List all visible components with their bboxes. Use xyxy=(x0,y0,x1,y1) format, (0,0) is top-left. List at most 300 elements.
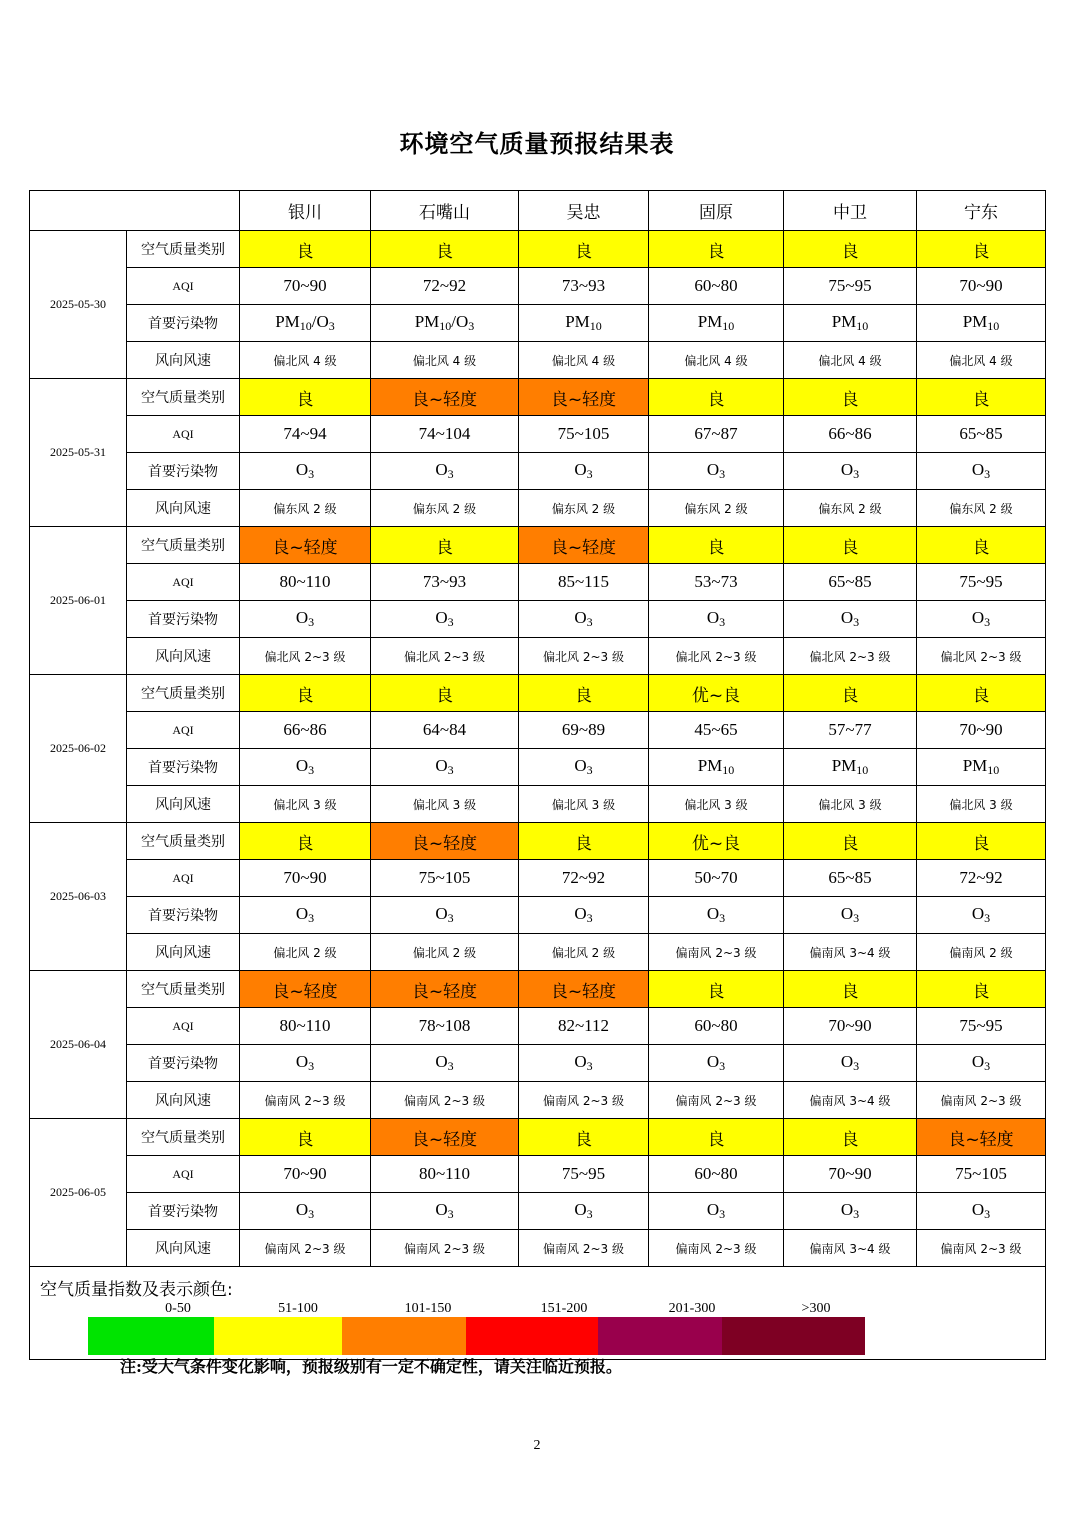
category-cell: 良 xyxy=(649,971,784,1008)
category-cell: 良 xyxy=(519,231,649,268)
pollutant-text: O xyxy=(295,460,309,479)
category-row xyxy=(30,527,1046,564)
date-cell: 2025-06-02 xyxy=(30,675,127,823)
pollutant-text: O xyxy=(971,1052,985,1071)
category-cell: 良~轻度 xyxy=(371,379,519,416)
wind-cell: 偏北风 3 级 xyxy=(371,786,519,823)
aqi-cell: 70~90 xyxy=(240,1156,371,1193)
legend-range-label: 151-200 xyxy=(540,1301,588,1316)
pollutant-text: O xyxy=(574,756,587,775)
pollutant-text: O xyxy=(840,904,854,923)
category-cell: 良 xyxy=(784,231,917,268)
aqi-cell: 57~77 xyxy=(784,712,917,749)
pollutant-subscript: 3 xyxy=(984,1207,991,1221)
pollutant-subscript: 10 xyxy=(856,319,869,333)
pollutant-text: O xyxy=(971,608,985,627)
legend-swatch xyxy=(88,1317,214,1355)
aqi-cell: 80~110 xyxy=(240,1008,371,1045)
city-header: 宁东 xyxy=(917,191,1046,231)
pollutant-subscript: 3 xyxy=(719,467,726,481)
pollutant-cell xyxy=(649,305,784,342)
category-cell: 良 xyxy=(917,675,1046,712)
pollutant-subscript: 10 xyxy=(856,763,869,777)
category-cell: 良~轻度 xyxy=(917,1119,1046,1156)
pollutant-subscript: 3 xyxy=(308,763,315,777)
wind-cell: 偏北风 2 级 xyxy=(519,934,649,971)
pollutant-text: O xyxy=(840,1200,854,1219)
aqi-cell: 60~80 xyxy=(649,1156,784,1193)
row-label-aqi: AQI xyxy=(127,1008,240,1045)
wind-cell: 偏北风 4 级 xyxy=(917,342,1046,379)
pollutant-text: PM xyxy=(697,312,723,331)
aqi-cell: 70~90 xyxy=(917,712,1046,749)
row-label-pollutant: 首要污染物 xyxy=(127,1193,240,1230)
pollutant-text: PM xyxy=(275,312,300,331)
aqi-cell: 74~104 xyxy=(371,416,519,453)
pollutant-text: O xyxy=(840,460,854,479)
pollutant-row xyxy=(30,897,1046,934)
row-label-wind: 风向风速 xyxy=(127,934,240,971)
row-label-aqi: AQI xyxy=(127,1156,240,1193)
category-cell: 良~轻度 xyxy=(371,1119,519,1156)
pollutant-subscript: 3 xyxy=(984,615,991,629)
pollutant-cell xyxy=(917,453,1046,490)
pollutant-text: O xyxy=(706,1052,720,1071)
pollutant-text: O xyxy=(574,1052,587,1071)
pollutant-subscript: 3 xyxy=(586,467,593,481)
aqi-cell: 82~112 xyxy=(519,1008,649,1045)
category-cell: 良~轻度 xyxy=(371,971,519,1008)
pollutant-cell xyxy=(649,1045,784,1082)
pollutant-cell xyxy=(917,305,1046,342)
pollutant-cell xyxy=(784,305,917,342)
aqi-row xyxy=(30,1156,1046,1193)
aqi-cell: 60~80 xyxy=(649,268,784,305)
wind-row xyxy=(30,934,1046,971)
category-cell: 优~良 xyxy=(649,675,784,712)
category-cell: 良 xyxy=(784,823,917,860)
wind-cell: 偏南风 2~3 级 xyxy=(649,934,784,971)
legend-swatches xyxy=(88,1317,865,1355)
category-cell: 良 xyxy=(649,231,784,268)
wind-cell: 偏南风 2~3 级 xyxy=(240,1230,371,1267)
wind-cell: 偏东风 2 级 xyxy=(371,490,519,527)
pollutant-text: O xyxy=(840,1052,854,1071)
pollutant-cell xyxy=(371,305,519,342)
legend-swatch xyxy=(722,1317,865,1355)
city-header: 石嘴山 xyxy=(371,191,519,231)
pollutant-subscript: 3 xyxy=(984,1059,991,1073)
aqi-cell: 70~90 xyxy=(917,268,1046,305)
pollutant-subscript: 3 xyxy=(468,319,475,333)
pollutant-subscript: 10 xyxy=(987,763,1000,777)
row-label-wind: 风向风速 xyxy=(127,342,240,379)
pollutant-subscript: 3 xyxy=(586,1207,593,1221)
pollutant-text: O xyxy=(574,460,587,479)
category-cell: 良 xyxy=(917,823,1046,860)
category-row xyxy=(30,1119,1046,1156)
aqi-cell: 73~93 xyxy=(371,564,519,601)
pollutant-cell xyxy=(371,749,519,786)
pollutant-cell xyxy=(784,601,917,638)
category-cell: 良~轻度 xyxy=(240,527,371,564)
pollutant-text: O xyxy=(435,460,448,479)
wind-cell: 偏北风 2~3 级 xyxy=(519,638,649,675)
category-cell: 优~良 xyxy=(649,823,784,860)
pollutant-cell xyxy=(784,897,917,934)
wind-cell: 偏东风 2 级 xyxy=(240,490,371,527)
category-cell: 良 xyxy=(649,527,784,564)
row-label-wind: 风向风速 xyxy=(127,786,240,823)
aqi-cell: 73~93 xyxy=(519,268,649,305)
pollutant-subscript: 3 xyxy=(586,911,593,925)
pollutant-text: O xyxy=(706,608,720,627)
wind-cell: 偏北风 4 级 xyxy=(519,342,649,379)
date-cell: 2025-05-30 xyxy=(30,231,127,379)
category-cell: 良 xyxy=(784,527,917,564)
row-label-aqi: AQI xyxy=(127,860,240,897)
wind-row xyxy=(30,786,1046,823)
pollutant-cell xyxy=(784,1045,917,1082)
pollutant-cell xyxy=(519,305,649,342)
pollutant-subscript: 10 xyxy=(987,319,1000,333)
category-row xyxy=(30,823,1046,860)
category-cell: 良 xyxy=(240,379,371,416)
aqi-cell: 80~110 xyxy=(371,1156,519,1193)
pollutant-cell xyxy=(371,897,519,934)
aqi-row xyxy=(30,860,1046,897)
category-row xyxy=(30,971,1046,1008)
pollutant-text: O xyxy=(840,608,854,627)
legend-swatch xyxy=(342,1317,466,1355)
row-label-pollutant: 首要污染物 xyxy=(127,897,240,934)
category-cell: 良 xyxy=(649,1119,784,1156)
pollutant-subscript: 3 xyxy=(447,615,454,629)
aqi-cell: 66~86 xyxy=(784,416,917,453)
pollutant-subscript: 10 xyxy=(722,319,735,333)
aqi-cell: 65~85 xyxy=(784,564,917,601)
pollutant-text: O xyxy=(435,1200,448,1219)
wind-row xyxy=(30,1230,1046,1267)
pollutant-subscript: 3 xyxy=(447,1207,454,1221)
city-header: 吴忠 xyxy=(519,191,649,231)
pollutant-subscript: 3 xyxy=(719,911,726,925)
row-label-aqi: AQI xyxy=(127,564,240,601)
wind-cell: 偏北风 3 级 xyxy=(519,786,649,823)
wind-cell: 偏北风 3 级 xyxy=(784,786,917,823)
row-label-wind: 风向风速 xyxy=(127,490,240,527)
legend-range-label: >300 xyxy=(801,1301,831,1316)
pollutant-subscript: 3 xyxy=(984,467,991,481)
legend-row xyxy=(30,1267,1046,1360)
pollutant-cell xyxy=(917,1045,1046,1082)
wind-cell: 偏南风 2 级 xyxy=(917,934,1046,971)
pollutant-cell xyxy=(649,897,784,934)
pollutant-cell xyxy=(371,453,519,490)
pollutant-cell xyxy=(784,453,917,490)
legend-range-label: 51-100 xyxy=(278,1301,318,1316)
aqi-cell: 75~95 xyxy=(917,1008,1046,1045)
pollutant-cell xyxy=(240,305,371,342)
aqi-cell: 75~95 xyxy=(519,1156,649,1193)
pollutant-text: O xyxy=(706,904,720,923)
pollutant-subscript: 3 xyxy=(853,1059,860,1073)
forecast-note: 注:受大气条件变化影响，预报级别有一定不确定性，请关注临近预报。 xyxy=(120,1357,622,1376)
wind-cell: 偏北风 3 级 xyxy=(917,786,1046,823)
aqi-cell: 70~90 xyxy=(240,268,371,305)
row-label-category: 空气质量类别 xyxy=(127,231,240,268)
pollutant-text: O xyxy=(435,1052,448,1071)
pollutant-text: O xyxy=(971,904,985,923)
pollutant-text: O xyxy=(435,608,448,627)
pollutant-text: O xyxy=(295,608,309,627)
wind-cell: 偏东风 2 级 xyxy=(519,490,649,527)
row-label-category: 空气质量类别 xyxy=(127,675,240,712)
pollutant-text: O xyxy=(706,1200,720,1219)
row-label-category: 空气质量类别 xyxy=(127,971,240,1008)
pollutant-text: O xyxy=(295,904,309,923)
pollutant-cell xyxy=(371,1193,519,1230)
pollutant-subscript: 10 xyxy=(439,319,452,333)
wind-row xyxy=(30,342,1046,379)
pollutant-cell xyxy=(240,897,371,934)
pollutant-subscript: 3 xyxy=(719,615,726,629)
date-cell: 2025-06-01 xyxy=(30,527,127,675)
aqi-cell: 65~85 xyxy=(917,416,1046,453)
wind-cell: 偏北风 2~3 级 xyxy=(649,638,784,675)
category-cell: 良 xyxy=(240,675,371,712)
aqi-cell: 53~73 xyxy=(649,564,784,601)
pollutant-subscript: 3 xyxy=(853,1207,860,1221)
pollutant-subscript: 3 xyxy=(586,615,593,629)
pollutant-subscript: 3 xyxy=(308,467,315,481)
aqi-cell: 45~65 xyxy=(649,712,784,749)
pollutant-row xyxy=(30,601,1046,638)
aqi-cell: 72~92 xyxy=(519,860,649,897)
aqi-cell: 72~92 xyxy=(917,860,1046,897)
pollutant-cell xyxy=(240,601,371,638)
wind-cell: 偏南风 2~3 级 xyxy=(240,1082,371,1119)
pollutant-subscript: 10 xyxy=(722,763,735,777)
date-cell: 2025-06-05 xyxy=(30,1119,127,1267)
pollutant-subscript: 3 xyxy=(447,1059,454,1073)
pollutant-subscript: 10 xyxy=(299,319,312,333)
date-cell: 2025-05-31 xyxy=(30,379,127,527)
wind-cell: 偏北风 4 级 xyxy=(371,342,519,379)
pollutant-text: PM xyxy=(831,312,857,331)
pollutant-text: O xyxy=(295,756,309,775)
wind-cell: 偏南风 3~4 级 xyxy=(784,1230,917,1267)
pollutant-text: O xyxy=(574,904,587,923)
forecast-table xyxy=(29,190,1046,1360)
wind-cell: 偏北风 2~3 级 xyxy=(784,638,917,675)
pollutant-subscript: 3 xyxy=(586,1059,593,1073)
category-cell: 良 xyxy=(917,527,1046,564)
wind-cell: 偏南风 2~3 级 xyxy=(371,1230,519,1267)
category-cell: 良 xyxy=(371,675,519,712)
wind-cell: 偏北风 2~3 级 xyxy=(917,638,1046,675)
pollutant-cell xyxy=(917,1193,1046,1230)
pollutant-subscript: 3 xyxy=(447,763,454,777)
pollutant-text: PM xyxy=(962,312,988,331)
row-label-category: 空气质量类别 xyxy=(127,527,240,564)
aqi-cell: 64~84 xyxy=(371,712,519,749)
pollutant-text: O xyxy=(295,1052,309,1071)
pollutant-subscript: 3 xyxy=(328,319,335,333)
pollutant-text: PM xyxy=(962,756,988,775)
category-cell: 良 xyxy=(649,379,784,416)
wind-cell: 偏南风 2~3 级 xyxy=(519,1082,649,1119)
aqi-row xyxy=(30,564,1046,601)
wind-cell: 偏南风 3~4 级 xyxy=(784,1082,917,1119)
pollutant-cell xyxy=(519,1193,649,1230)
category-cell: 良 xyxy=(240,823,371,860)
pollutant-cell xyxy=(649,1193,784,1230)
pollutant-cell xyxy=(519,601,649,638)
pollutant-text: /O xyxy=(311,312,329,331)
legend-range-label: 101-150 xyxy=(404,1301,452,1316)
pollutant-cell xyxy=(649,453,784,490)
wind-cell: 偏南风 2~3 级 xyxy=(519,1230,649,1267)
date-cell: 2025-06-04 xyxy=(30,971,127,1119)
wind-cell: 偏南风 2~3 级 xyxy=(917,1082,1046,1119)
legend-swatch xyxy=(466,1317,598,1355)
wind-cell: 偏北风 2~3 级 xyxy=(371,638,519,675)
legend-swatch xyxy=(598,1317,722,1355)
pollutant-cell xyxy=(917,897,1046,934)
aqi-row xyxy=(30,268,1046,305)
pollutant-row xyxy=(30,749,1046,786)
aqi-cell: 85~115 xyxy=(519,564,649,601)
row-label-pollutant: 首要污染物 xyxy=(127,1045,240,1082)
pollutant-subscript: 3 xyxy=(853,615,860,629)
aqi-cell: 80~110 xyxy=(240,564,371,601)
wind-cell: 偏北风 2 级 xyxy=(240,934,371,971)
row-label-pollutant: 首要污染物 xyxy=(127,601,240,638)
pollutant-text: PM xyxy=(697,756,723,775)
category-row xyxy=(30,379,1046,416)
legend-range-label: 0-50 xyxy=(165,1301,191,1316)
pollutant-subscript: 3 xyxy=(447,911,454,925)
category-cell: 良~轻度 xyxy=(371,823,519,860)
legend-range-label: 201-300 xyxy=(668,1301,716,1316)
aqi-cell: 67~87 xyxy=(649,416,784,453)
pollutant-subscript: 3 xyxy=(984,911,991,925)
wind-row xyxy=(30,490,1046,527)
pollutant-subscript: 3 xyxy=(719,1059,726,1073)
pollutant-cell xyxy=(917,749,1046,786)
row-label-wind: 风向风速 xyxy=(127,1230,240,1267)
wind-cell: 偏南风 2~3 级 xyxy=(371,1082,519,1119)
category-cell: 良~轻度 xyxy=(240,971,371,1008)
pollutant-row xyxy=(30,453,1046,490)
pollutant-cell xyxy=(519,897,649,934)
pollutant-row xyxy=(30,305,1046,342)
row-label-aqi: AQI xyxy=(127,416,240,453)
pollutant-subscript: 3 xyxy=(308,1207,315,1221)
aqi-cell: 66~86 xyxy=(240,712,371,749)
wind-cell: 偏东风 2 级 xyxy=(784,490,917,527)
pollutant-subscript: 3 xyxy=(853,467,860,481)
pollutant-cell xyxy=(240,1193,371,1230)
aqi-cell: 75~95 xyxy=(784,268,917,305)
pollutant-cell xyxy=(784,1193,917,1230)
aqi-row xyxy=(30,1008,1046,1045)
pollutant-text: PM xyxy=(831,756,857,775)
pollutant-text: O xyxy=(435,904,448,923)
legend-swatch xyxy=(214,1317,342,1355)
category-cell: 良 xyxy=(519,675,649,712)
row-label-wind: 风向风速 xyxy=(127,638,240,675)
category-cell: 良 xyxy=(240,231,371,268)
pollutant-subscript: 3 xyxy=(586,763,593,777)
wind-row xyxy=(30,1082,1046,1119)
category-cell: 良~轻度 xyxy=(519,379,649,416)
pollutant-subscript: 3 xyxy=(308,615,315,629)
wind-cell: 偏东风 2 级 xyxy=(649,490,784,527)
pollutant-text: O xyxy=(971,1200,985,1219)
pollutant-cell xyxy=(240,453,371,490)
row-label-pollutant: 首要污染物 xyxy=(127,305,240,342)
city-header: 银川 xyxy=(240,191,371,231)
pollutant-text: O xyxy=(435,756,448,775)
pollutant-row xyxy=(30,1045,1046,1082)
aqi-cell: 69~89 xyxy=(519,712,649,749)
pollutant-subscript: 3 xyxy=(308,1059,315,1073)
category-cell: 良 xyxy=(784,1119,917,1156)
category-row xyxy=(30,675,1046,712)
category-cell: 良 xyxy=(917,379,1046,416)
wind-cell: 偏北风 4 级 xyxy=(784,342,917,379)
pollutant-text: O xyxy=(971,460,985,479)
wind-cell: 偏北风 3 级 xyxy=(240,786,371,823)
wind-cell: 偏东风 2 级 xyxy=(917,490,1046,527)
pollutant-text: O xyxy=(574,1200,587,1219)
aqi-row xyxy=(30,416,1046,453)
row-label-pollutant: 首要污染物 xyxy=(127,749,240,786)
aqi-cell: 74~94 xyxy=(240,416,371,453)
category-cell: 良 xyxy=(917,971,1046,1008)
aqi-cell: 70~90 xyxy=(784,1008,917,1045)
wind-cell: 偏南风 3~4 级 xyxy=(784,934,917,971)
category-cell: 良 xyxy=(240,1119,371,1156)
pollutant-text: /O xyxy=(451,312,469,331)
row-label-wind: 风向风速 xyxy=(127,1082,240,1119)
category-cell: 良 xyxy=(784,379,917,416)
category-cell: 良 xyxy=(784,675,917,712)
row-label-category: 空气质量类别 xyxy=(127,379,240,416)
aqi-row xyxy=(30,712,1046,749)
pollutant-subscript: 3 xyxy=(853,911,860,925)
pollutant-subscript: 3 xyxy=(308,911,315,925)
pollutant-cell xyxy=(784,749,917,786)
page-title: 环境空气质量预报结果表 xyxy=(399,129,675,158)
category-cell: 良 xyxy=(519,823,649,860)
pollutant-cell xyxy=(519,749,649,786)
row-label-pollutant: 首要污染物 xyxy=(127,453,240,490)
corner-cell xyxy=(30,191,240,231)
pollutant-cell xyxy=(917,601,1046,638)
pollutant-cell xyxy=(240,749,371,786)
city-header: 中卫 xyxy=(784,191,917,231)
category-cell: 良~轻度 xyxy=(519,527,649,564)
category-cell: 良 xyxy=(371,527,519,564)
pollutant-row xyxy=(30,1193,1046,1230)
aqi-cell: 60~80 xyxy=(649,1008,784,1045)
row-label-category: 空气质量类别 xyxy=(127,1119,240,1156)
wind-cell: 偏北风 4 级 xyxy=(240,342,371,379)
pollutant-text: O xyxy=(706,460,720,479)
